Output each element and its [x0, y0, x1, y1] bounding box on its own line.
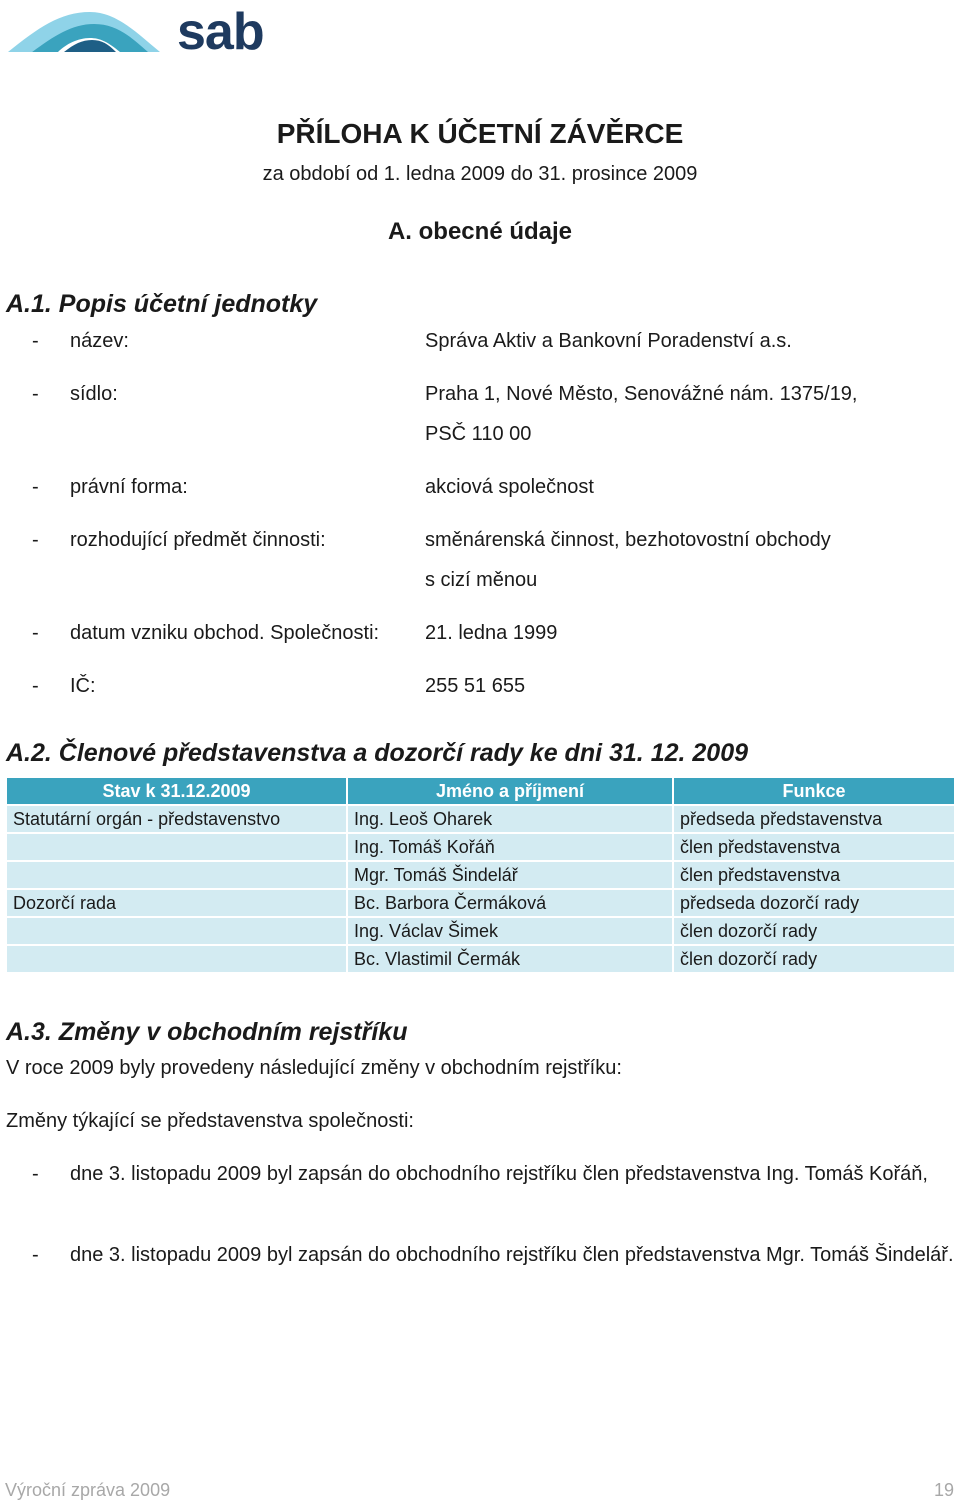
table-cell: Ing. Tomáš Kořáň — [348, 834, 672, 860]
dash: - — [32, 330, 39, 352]
dash: - — [32, 675, 39, 697]
dash: - — [32, 383, 39, 405]
footer-report-title: Výroční zpráva 2009 — [5, 1480, 171, 1500]
table-cell: Bc. Vlastimil Čermák — [348, 946, 672, 972]
column-header: Jméno a příjmení — [348, 778, 672, 804]
info-label: název: — [70, 330, 129, 352]
info-value-cont: s cizí měnou — [425, 569, 538, 591]
info-value: směnárenská činnost, bezhotovostní obchody — [425, 529, 831, 551]
table-cell: Dozorčí rada — [7, 890, 346, 916]
column-header: Funkce — [674, 778, 954, 804]
info-label: sídlo: — [70, 383, 118, 405]
dash: - — [32, 1163, 39, 1185]
column-header: Stav k 31.12.2009 — [7, 778, 346, 804]
members-table — [5, 776, 956, 974]
info-row-seat — [0, 379, 960, 409]
table-header-row — [7, 778, 954, 804]
info-label: IČ: — [70, 675, 96, 697]
table-cell — [7, 918, 346, 944]
info-label: datum vzniku obchod. Společnosti: — [70, 622, 380, 644]
table-cell: Statutární orgán - představenstvo — [7, 806, 346, 832]
list-item-text: dne 3. listopadu 2009 byl zapsán do obchodního rejstříku člen představenstva Mgr. Tomáš Šindelář. — [70, 1244, 954, 1266]
info-value: Praha 1, Nové Město, Senovážné nám. 1375/19, — [425, 383, 858, 405]
dash: - — [32, 476, 39, 498]
table-row — [7, 834, 954, 860]
table-cell: člen dozorčí rady — [674, 946, 954, 972]
a3-intro: V roce 2009 byly provedeny následující změny v obchodním rejstříku: — [6, 1057, 622, 1079]
table-cell: člen představenstva — [674, 862, 954, 888]
list-item — [0, 1240, 960, 1320]
info-row-founded — [0, 618, 960, 648]
table-row — [7, 806, 954, 832]
table-row — [7, 862, 954, 888]
period-subtitle: za období od 1. ledna 2009 do 31. prosince 2009 — [262, 163, 698, 185]
table-cell — [7, 862, 346, 888]
info-label: právní forma: — [70, 476, 188, 498]
dash: - — [32, 529, 39, 551]
table-cell — [7, 834, 346, 860]
sab-logo-mark — [8, 6, 160, 52]
list-item-text: dne 3. listopadu 2009 byl zapsán do obchodního rejstříku člen představenstva Ing. Tomáš Kořáň, — [70, 1163, 928, 1185]
table-cell: člen představenstva — [674, 834, 954, 860]
table-row — [7, 918, 954, 944]
table-cell: Bc. Barbora Čermáková — [348, 890, 672, 916]
table-row — [7, 890, 954, 916]
a1-heading: A.1. Popis účetní jednotky — [6, 290, 318, 318]
page-title: PŘÍLOHA K ÚČETNÍ ZÁVĚRCE — [276, 118, 684, 149]
table-cell — [7, 946, 346, 972]
a3-heading: A.3. Změny v obchodním rejstříku — [6, 1018, 408, 1046]
table-cell: Mgr. Tomáš Šindelář — [348, 862, 672, 888]
info-row-ic — [0, 671, 960, 701]
a3-subheading: Změny týkající se představenstva společnosti: — [6, 1110, 414, 1132]
info-label: rozhodující předmět činnosti: — [70, 529, 326, 551]
list-item — [0, 1159, 960, 1239]
logo-text: sab — [177, 3, 264, 61]
table-cell: předseda dozorčí rady — [674, 890, 954, 916]
info-value: 255 51 655 — [425, 675, 526, 697]
table-cell: Ing. Václav Šimek — [348, 918, 672, 944]
info-row-activity — [0, 525, 960, 555]
table-cell: Ing. Leoš Oharek — [348, 806, 672, 832]
info-row-legal-form — [0, 472, 960, 502]
info-value: Správa Aktiv a Bankovní Poradenství a.s. — [425, 330, 792, 352]
info-value-cont: PSČ 110 00 — [425, 423, 532, 445]
info-value: akciová společnost — [425, 476, 594, 498]
dash: - — [32, 1244, 39, 1266]
page-number: 19 — [933, 1480, 954, 1500]
section-a-heading: A. obecné údaje — [387, 218, 573, 245]
a2-heading: A.2. Členové představenstva a dozorčí rady ke dni 31. 12. 2009 — [6, 739, 749, 767]
table-cell: předseda představenstva — [674, 806, 954, 832]
info-row-name — [0, 326, 960, 356]
info-value: 21. ledna 1999 — [425, 622, 558, 644]
table-row — [7, 946, 954, 972]
dash: - — [32, 622, 39, 644]
table-cell: člen dozorčí rady — [674, 918, 954, 944]
